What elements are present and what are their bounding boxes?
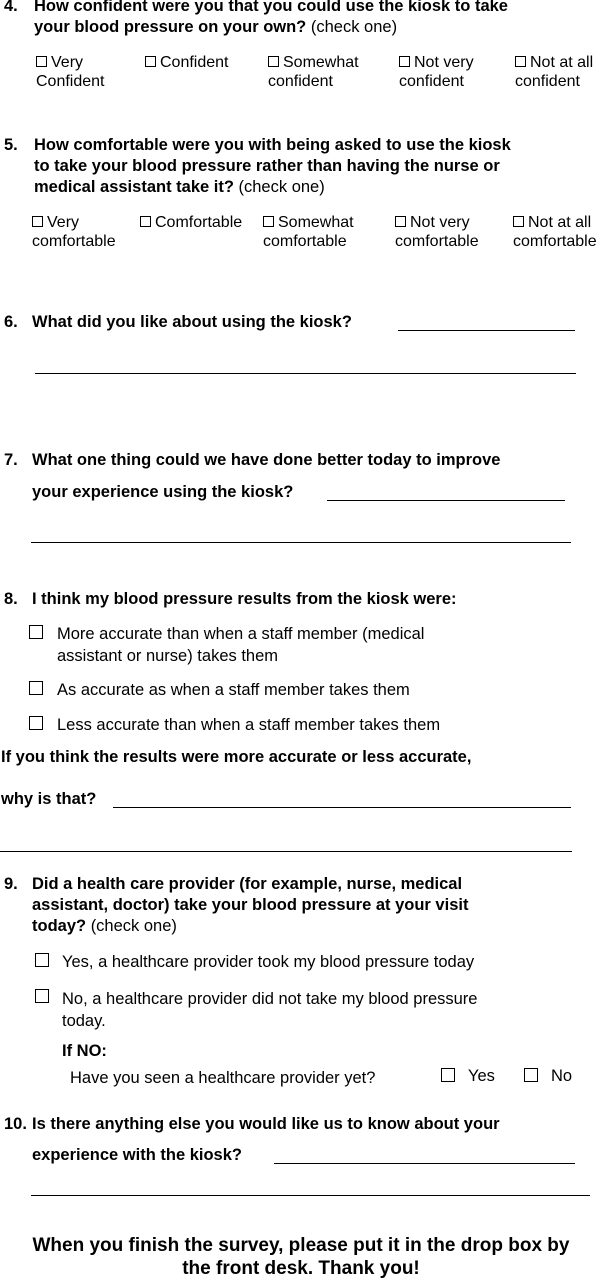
q10-answer-line-1[interactable] <box>274 1163 575 1164</box>
q9-hint: (check one) <box>90 917 177 935</box>
q4-option-not-very-confident[interactable]: Not very confident <box>399 54 474 90</box>
q5-number: 5. <box>4 136 18 154</box>
q5-line1: How comfortable were you with being asked to use the kiosk <box>34 136 511 154</box>
q10-line2: experience with the kiosk? <box>32 1146 242 1164</box>
q4-question <box>4 0 508 38</box>
q9-seen-no-checkbox[interactable] <box>524 1068 538 1082</box>
footer-line2: the front desk. Thank you! <box>182 1258 420 1279</box>
q9-checkbox-no[interactable] <box>35 989 49 1003</box>
q5-option-not-very-comfortable[interactable]: Not very comfortable <box>395 214 479 250</box>
q4-option-confident[interactable]: Confident <box>145 53 229 72</box>
q9-option-yes: Yes, a healthcare provider took my blood pressure today <box>62 953 475 971</box>
q5-option-comfortable[interactable]: Comfortable <box>140 213 242 232</box>
q9-question <box>4 874 468 937</box>
q4-line2: your blood pressure on your own? <box>34 18 307 36</box>
q8-question <box>4 589 457 610</box>
q5-line3: medical assistant take it? <box>34 178 234 196</box>
q9-line2: assistant, doctor) take your blood pressure at your visit <box>32 896 469 914</box>
q7-question <box>4 450 500 471</box>
checkbox-icon[interactable] <box>395 216 406 227</box>
q4-option-very-confident[interactable]: Very Confident <box>36 54 105 90</box>
q5-line2: to take your blood pressure rather than having the nurse or <box>34 157 500 175</box>
checkbox-icon[interactable] <box>140 216 151 227</box>
q9-seen-yes-label: Yes <box>468 1067 495 1085</box>
q6-number: 6. <box>4 313 18 331</box>
checkbox-icon[interactable] <box>399 56 410 67</box>
q9-if-no-label: If NO: <box>62 1042 107 1060</box>
q4-option-not-at-all-confident[interactable]: Not at all confident <box>515 54 594 90</box>
q5-question <box>4 135 511 198</box>
q5-option-somewhat-comfortable[interactable]: Somewhat comfortable <box>263 214 354 250</box>
q7-answer-line-2[interactable] <box>31 542 571 543</box>
q7-number: 7. <box>4 451 18 469</box>
q8-checkbox-less-accurate[interactable] <box>29 716 43 730</box>
q6-answer-line-1[interactable] <box>398 330 575 331</box>
q9-number: 9. <box>4 875 18 893</box>
q8-answer-line-1[interactable] <box>113 807 571 808</box>
q6-question <box>4 312 352 333</box>
checkbox-icon[interactable] <box>263 216 274 227</box>
q10-answer-line-2[interactable] <box>31 1195 590 1196</box>
q9-seen-provider-question: Have you seen a healthcare provider yet? <box>70 1069 376 1087</box>
q9-seen-yes-checkbox[interactable] <box>441 1068 455 1082</box>
q9-seen-no-label: No <box>551 1067 573 1085</box>
checkbox-icon[interactable] <box>268 56 279 67</box>
q9-line3: today? <box>32 917 87 935</box>
q10-number: 10. <box>4 1115 27 1133</box>
footer-line1: When you finish the survey, please put it in the drop box by <box>32 1235 570 1256</box>
q4-number: 4. <box>4 0 18 15</box>
checkbox-icon[interactable] <box>36 56 47 67</box>
q4-line1: How confident were you that you could use the kiosk to take <box>34 0 508 15</box>
q8-option-less-accurate: Less accurate than when a staff member takes them <box>57 716 441 734</box>
checkbox-icon[interactable] <box>515 56 526 67</box>
q7-line2: your experience using the kiosk? <box>32 483 294 501</box>
q10-question <box>4 1114 500 1135</box>
q9-line1: Did a health care provider (for example, nurse, medical <box>32 875 463 893</box>
q8-follow-up-2: why is that? <box>1 790 97 808</box>
q8-option-as-accurate: As accurate as when a staff member takes them <box>57 681 410 699</box>
footer-instructions <box>0 1234 602 1280</box>
q8-answer-line-2[interactable] <box>0 851 572 852</box>
q9-checkbox-yes[interactable] <box>35 953 49 967</box>
checkbox-icon[interactable] <box>145 56 156 67</box>
q6-answer-line-2[interactable] <box>35 373 576 374</box>
q10-line2-row <box>32 1145 242 1166</box>
q8-follow-up-1: If you think the results were more accurate or less accurate, <box>1 748 472 766</box>
q8-text: I think my blood pressure results from the kiosk were: <box>32 590 457 608</box>
q5-hint: (check one) <box>238 178 325 196</box>
q6-text: What did you like about using the kiosk? <box>32 313 352 331</box>
q5-option-very-comfortable[interactable]: Very comfortable <box>32 214 116 250</box>
q4-hint: (check one) <box>310 18 398 36</box>
q8-number: 8. <box>4 590 18 608</box>
q4-option-somewhat-confident[interactable]: Somewhat confident <box>268 54 359 90</box>
q8-checkbox-more-accurate[interactable] <box>29 625 43 639</box>
q8-option-more-accurate: More accurate than when a staff member (medical assistant or nurse) takes them <box>57 625 425 665</box>
q9-option-no: No, a healthcare provider did not take my blood pressure today. <box>62 990 478 1030</box>
q7-line1: What one thing could we have done better today to improve <box>32 451 501 469</box>
q5-option-not-at-all-comfortable[interactable]: Not at all comfortable <box>513 214 597 250</box>
q8-checkbox-as-accurate[interactable] <box>29 681 43 695</box>
q7-line2-row <box>32 482 293 503</box>
checkbox-icon[interactable] <box>32 216 43 227</box>
q10-line1: Is there anything else you would like us to know about your <box>32 1115 500 1133</box>
q7-answer-line-1[interactable] <box>327 500 565 501</box>
checkbox-icon[interactable] <box>513 216 524 227</box>
